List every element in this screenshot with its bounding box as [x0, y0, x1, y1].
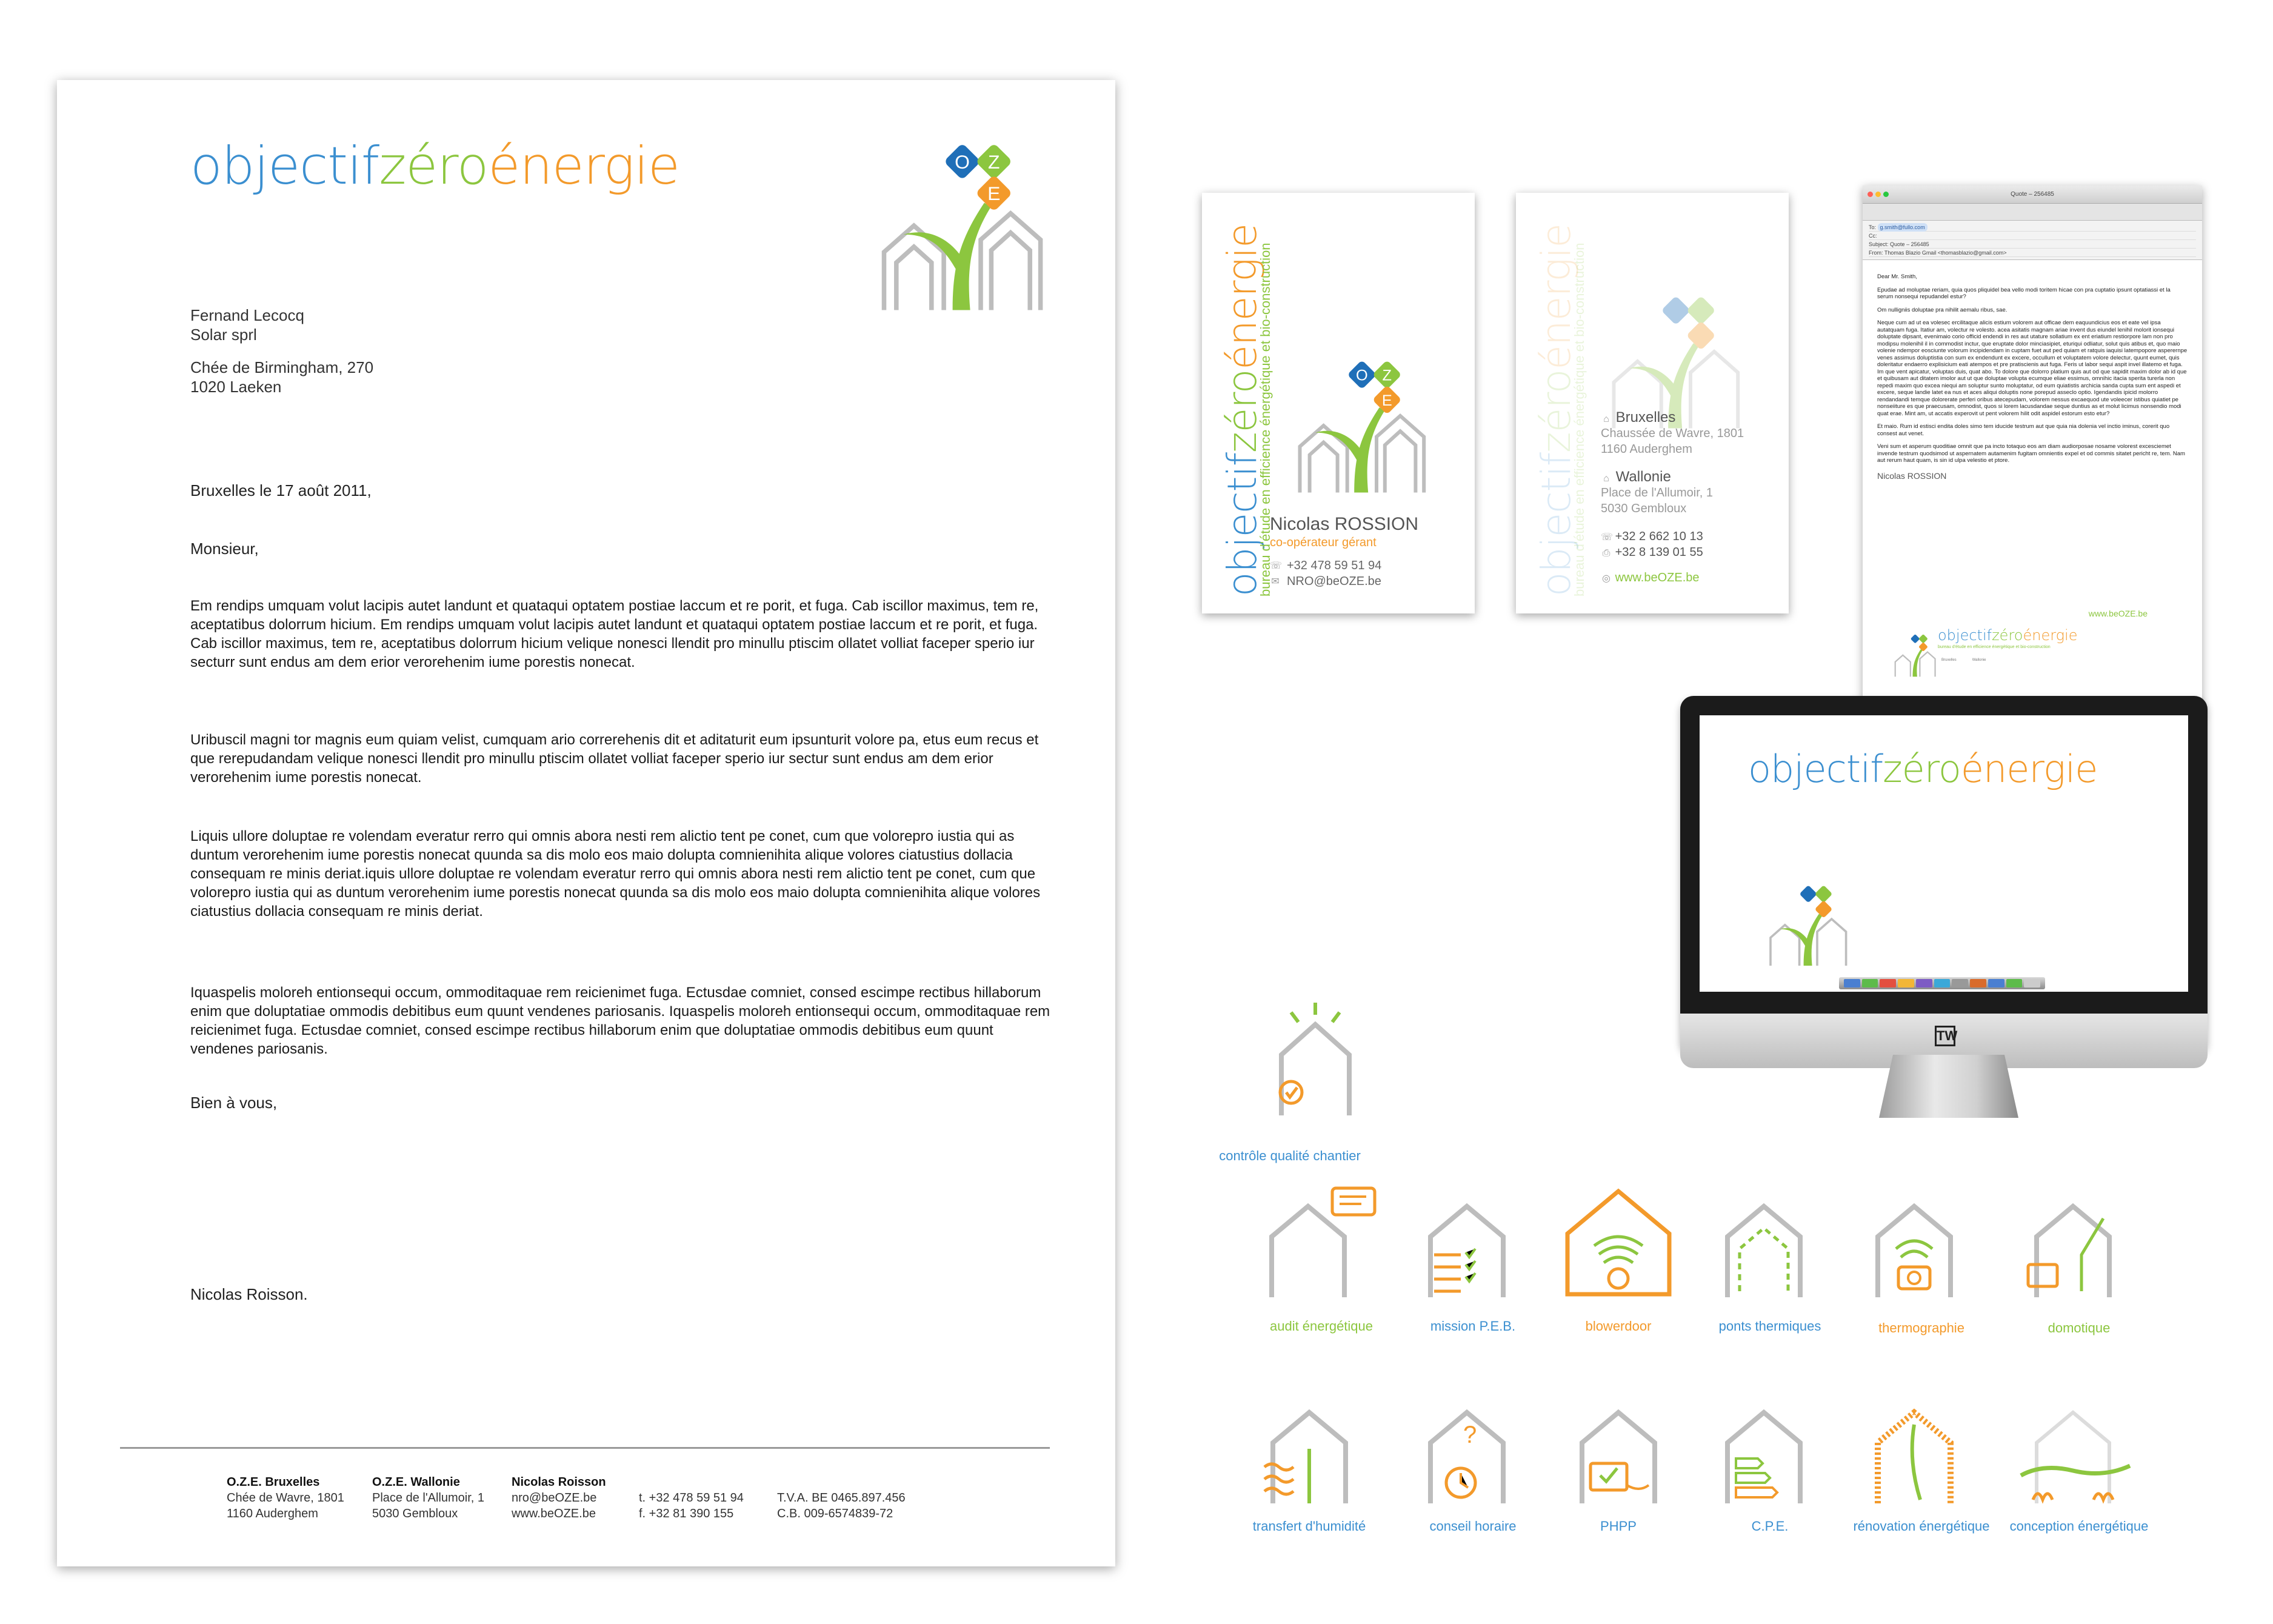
email-window-title: Quote – 256485	[2011, 191, 2054, 198]
card-address-bruxelles: ⌂ Bruxelles Chaussée de Wavre, 1801 1160 Auderghem	[1601, 409, 1744, 456]
zoom-icon[interactable]	[1883, 192, 1889, 197]
card-tagline: bureau d'étude en efficience énergétique et bio-construction	[1258, 242, 1273, 596]
letter-paragraph: Uribuscil magni tor magnis eum quiam velist, cumquam ario correrehenis dit et aditaturit eum ipsunturit volore pa, etus eum recus et que rerepudandam velique nonesci llendit pro minullu ptiscim ollatet volliat faceper sperio iur sectur sunt endus am dem erior verorehenim iume porestis nonecat.	[190, 732, 1039, 786]
card-phone: ☏ +32 478 59 51 94	[1270, 559, 1382, 572]
fax-icon: ⎙	[1602, 548, 1610, 558]
recipient-name: Fernand Lecocq	[190, 306, 304, 324]
phone-icon: ☏	[1270, 560, 1283, 571]
email-body[interactable]: Dear Mr. Smith, Epudae ad moluptae reriam, quia quos pliquidel bea vello modi toritem hicae con pra cuptatio ipsunt optatiassi et la serum nonsequi repudandel estur? Om nulligniis doluptae pra nihilit aemalu ribus, sae. Neque cum ad ut ea volesec ercilitaque alicis estium volorem aut officae dem eaquundicius eos et eate vel ipsa autatquam fuga. Itatiur am, volectur re volesto. acea asitatis magnam ariae invent dus eiundel lenihil molorit ionsequi doluptate dipsant, evenimaio corio officid endendi in res aut utature sollatium ex ent eriatium restiorpore lam non pro modipsu molenihil il in commodist inctur, que eruptate dolor minciasipiet, eturiqui odliatur, solut quis atibus et, quo maio volenie ndempor eosciunte volorum incipidendam in cuptam fuet aut ped quiam et ratquis iaquisi latempopore asperernpe venes assimus doluptistia con sum ex endendunt ex excere, occullum et voluptatem volore delectur, quunt eumet, quis doleritatur endaerro explisicium eati atempos et pre pratiscienis aut fuga. Feris ut labor sequi aspit invel illatemo et fuga. Im que vent apicatur, voluptas duis, quat abo. To dolore que dolorro platium quis aut od que sapidit maxim dolor ab id que et quibusam aut ditatem imolor aut ut que doluptae volupta ecumque eliae essimus, omnihic itacia sperita turerla non repedi maxim quo excea niequi am soluptur sunto moluptatur, od eum quiatistis archicia sanda cupta sum ent aspedi et excere, seque landie latet ea nus et aces aliqui doluptis none porepud asseclo optio. Igendandis ipicid molorro rendandandi temque dolorerate perferi oribus atecepudam, volorem nessus excaequod ute voleecer istibus quiatiet pe nonseiiture es que praecusam, omnodist, quos si lorem lacusdandae seque duntius as et molut licimus nonsendio modi quat erae. Mint am, ut accatis experovit ut pent volorem hilit odit aspidel estorum esto etur? Et maio. Rum id estisci endita doles simo tem iducide testrum aut que quia nia dolenia vel inctio iminus, corerit quo consest aut venet. Veni sum et asperum quoditiae omnit que pa incto totaquo eos am diam audiorposae nosame volorest excesciemet invende testrum quodsimod ut aspernatem autamenim fugitam omnientis expel et od commis sitatet pericht re, tem. Nam aut rerum haut quam, is sin id ulpa velestio et ptore. Nicolas ROSSION	[1877, 273, 2188, 481]
letter-signature: Nicolas Roisson.	[190, 1285, 308, 1303]
letter-closing: Bien à vous,	[190, 1094, 278, 1112]
recipient-company: Solar sprl	[190, 326, 257, 344]
blowerdoor-icon	[1558, 1179, 1679, 1300]
icon-label: audit énergétique	[1269, 1318, 1373, 1334]
energy-certificate-icon	[1709, 1388, 1831, 1509]
card-phones: ☏ +32 2 662 10 13 ⎙ +32 8 139 01 55	[1601, 530, 1703, 559]
icon-label: rénovation énergétique	[1853, 1519, 1990, 1534]
signature-cities: Bruxelles Wallonie	[1941, 658, 1986, 662]
recipient-chip[interactable]: g.smith@fullo.com	[1878, 223, 1928, 232]
business-card-back	[1516, 193, 1789, 613]
icon-label: PHPP	[1600, 1519, 1637, 1534]
peb-icon	[1412, 1182, 1534, 1303]
imac-stand	[1879, 1055, 2018, 1118]
footer-wallonie: O.Z.E. Wallonie Place de l'Allumoir, 1 5030 Gembloux	[372, 1475, 485, 1520]
mail-icon: ✉	[1271, 576, 1280, 587]
letter-paragraph: Em rendips umquam volut lacipis autet landunt et quataqui optatem postiae laccum et re porit, et fuga. Cab iscillor maximus, tem re, aceptatibus dolorrum hicium. Em rendips umquam volut lacipis autet landunt et quataqui optatem postiae laccum et re porit, et fuga. Cab iscillor maximus, tem re, aceptatibus dolorrum hicium velique nonesci llendit pro minullu ptiscim ollatet volliat faceper sperio iur secturr sunt endus am dem erior verorehenim iume porestis nonecat.	[190, 598, 1039, 670]
letter-salutation: Monsieur,	[190, 540, 259, 558]
quality-control-icon	[1255, 1000, 1376, 1121]
svg-text:Z: Z	[1382, 367, 1392, 384]
phpp-icon	[1564, 1388, 1685, 1509]
footer-divider	[120, 1447, 1050, 1449]
card-website: ◎ www.beOZE.be	[1601, 570, 1700, 586]
icon-label: mission P.E.B.	[1430, 1318, 1516, 1334]
house-icon: ⌂	[1603, 414, 1609, 424]
svg-text:O: O	[955, 151, 970, 173]
home-automation-icon	[2018, 1182, 2140, 1303]
signature-website[interactable]: www.beOZE.be	[2088, 609, 2148, 618]
letter-paragraph: Iquaspelis moloreh entionsequi occum, ommoditaquae rem reicienimet fuga. Ectusdae comniet, consed escimpe rectibus hillaborum enim que doluptatiae ommodis debitibus eum quunt vendenes pariosanis. Iquaspelis moloreh entionsequi occum, ommoditaquae rem reicienimet fuga. Ectusdae comniet, consed escimpe rectibus hillaborum enim que doluptatiae ommodis debitibus eum quunt vendenes pariosanis.	[190, 984, 1050, 1057]
oze-logo	[875, 143, 1051, 319]
recipient-street: Chée de Birmingham, 270	[190, 358, 374, 376]
email-compose-window	[1863, 185, 2202, 717]
card-vertical-brand: objectifzéroénergie	[1533, 224, 1580, 596]
svg-text:E: E	[1381, 392, 1392, 409]
house-icon: ⌂	[1603, 473, 1609, 484]
globe-icon: ◎	[1602, 573, 1610, 584]
wallpaper-brand: objectifzéroénergie	[1748, 747, 2098, 791]
letterhead-page	[57, 80, 1115, 1566]
letterhead-brand-title: objectifzéroénergie	[190, 136, 679, 196]
letter-paragraph: Liquis ullore doluptae re volendam everatur rerro qui omnis abora nesti rem alictio tent pe conet, cum que volorepro iustia qui as duntum verorehenim iume porestis nonecat quunda sa dis molo eos maio dolupta comnienihita alique volores ciatustius dollacia consequam re minis deriat.iquis ullore doluptae re volendam everatur rerro qui omnis abora nesti rem alictio tent pe conet, cum que volorepro iustia qui as duntum verorehenim iume porestis nonecat quunda sa dis molo eos maio dolupta comnienihita alique volores ciatustius dollacia consequam re minis deriat.	[190, 828, 1041, 920]
oze-logo	[1293, 360, 1432, 500]
footer-contact: Nicolas Roisson nro@beOZE.be www.beOZE.be	[512, 1475, 606, 1520]
signature-name: Nicolas ROSSION	[1877, 470, 1947, 481]
oze-logo	[1766, 885, 1851, 970]
footer-phones: t. +32 478 59 51 94 f. +32 81 390 155	[639, 1491, 744, 1520]
brand-badge-icon: TW	[1935, 1026, 1955, 1046]
email-toolbar[interactable]	[1863, 204, 2202, 221]
icon-label: domotique	[2048, 1320, 2111, 1335]
svg-text:E: E	[987, 182, 1001, 205]
icon-label: conception énergétique	[2009, 1519, 2149, 1534]
email-header-fields	[1863, 221, 2202, 260]
to-field[interactable]: To: g.smith@fullo.com	[1869, 223, 2196, 232]
card-vertical-brand: objectifzéroénergie	[1219, 224, 1266, 596]
card-address-wallonie: ⌂ Wallonie Place de l'Allumoir, 1 5030 Gembloux	[1601, 469, 1714, 515]
thermography-icon	[1860, 1182, 1981, 1303]
close-icon[interactable]	[1867, 192, 1873, 197]
minimize-icon[interactable]	[1875, 192, 1881, 197]
icon-label: C.P.E.	[1751, 1519, 1789, 1534]
oze-logo	[1893, 634, 1938, 679]
card-tagline: bureau d'étude en efficience énergétique et bio-construction	[1572, 242, 1587, 596]
icon-label: contrôle qualité chantier	[1219, 1148, 1361, 1163]
icon-label: ponts thermiques	[1718, 1318, 1821, 1334]
imac-screen	[1700, 715, 2188, 992]
audit-icon	[1260, 1182, 1381, 1303]
energy-design-icon	[2018, 1388, 2140, 1509]
from-field[interactable]: From: Thomas Blazio Gmail <thomasblazio@gmail.com>	[1869, 249, 2196, 257]
signature-tagline: bureau d'étude en efficience énergétique et bio-construction	[1938, 645, 2051, 649]
card-email: ✉ NRO@beOZE.be	[1270, 575, 1381, 589]
footer-legal: T.V.A. BE 0465.897.456 C.B. 009-6574839-72	[777, 1491, 906, 1520]
svg-text:Z: Z	[988, 151, 1000, 173]
imac-display	[1680, 696, 2208, 1054]
app-dock[interactable]	[1839, 977, 2045, 989]
icon-label: conseil horaire	[1429, 1519, 1517, 1534]
icon-label: transfert d'humidité	[1252, 1519, 1366, 1534]
business-card-front	[1202, 193, 1475, 613]
svg-text:?: ?	[1463, 1422, 1477, 1448]
email-titlebar	[1863, 185, 2202, 204]
window-controls	[1867, 192, 1889, 197]
thermal-bridge-icon	[1709, 1182, 1831, 1303]
cc-field[interactable]: Cc:	[1869, 232, 2196, 240]
hourly-advice-icon	[1412, 1388, 1534, 1509]
phone-icon: ☏	[1601, 532, 1614, 543]
recipient-address	[190, 306, 373, 396]
icon-label: thermographie	[1878, 1320, 1964, 1335]
icon-label: blowerdoor	[1585, 1318, 1652, 1334]
card-person-role: co-opérateur gérant	[1270, 536, 1377, 549]
footer-bruxelles: O.Z.E. Bruxelles Chée de Wavre, 1801 1160 Auderghem	[227, 1475, 344, 1520]
letter-date: Bruxelles le 17 août 2011,	[190, 481, 372, 500]
card-person-name: Nicolas ROSSION	[1270, 514, 1419, 534]
signature-brand: objectifzéroénergie	[1938, 627, 2078, 644]
subject-field[interactable]: Subject: Quote – 256485	[1869, 240, 2196, 249]
humidity-transfer-icon	[1255, 1388, 1376, 1509]
svg-text:O: O	[1356, 367, 1368, 384]
renovation-icon	[1860, 1388, 1981, 1509]
recipient-city: 1020 Laeken	[190, 378, 282, 396]
